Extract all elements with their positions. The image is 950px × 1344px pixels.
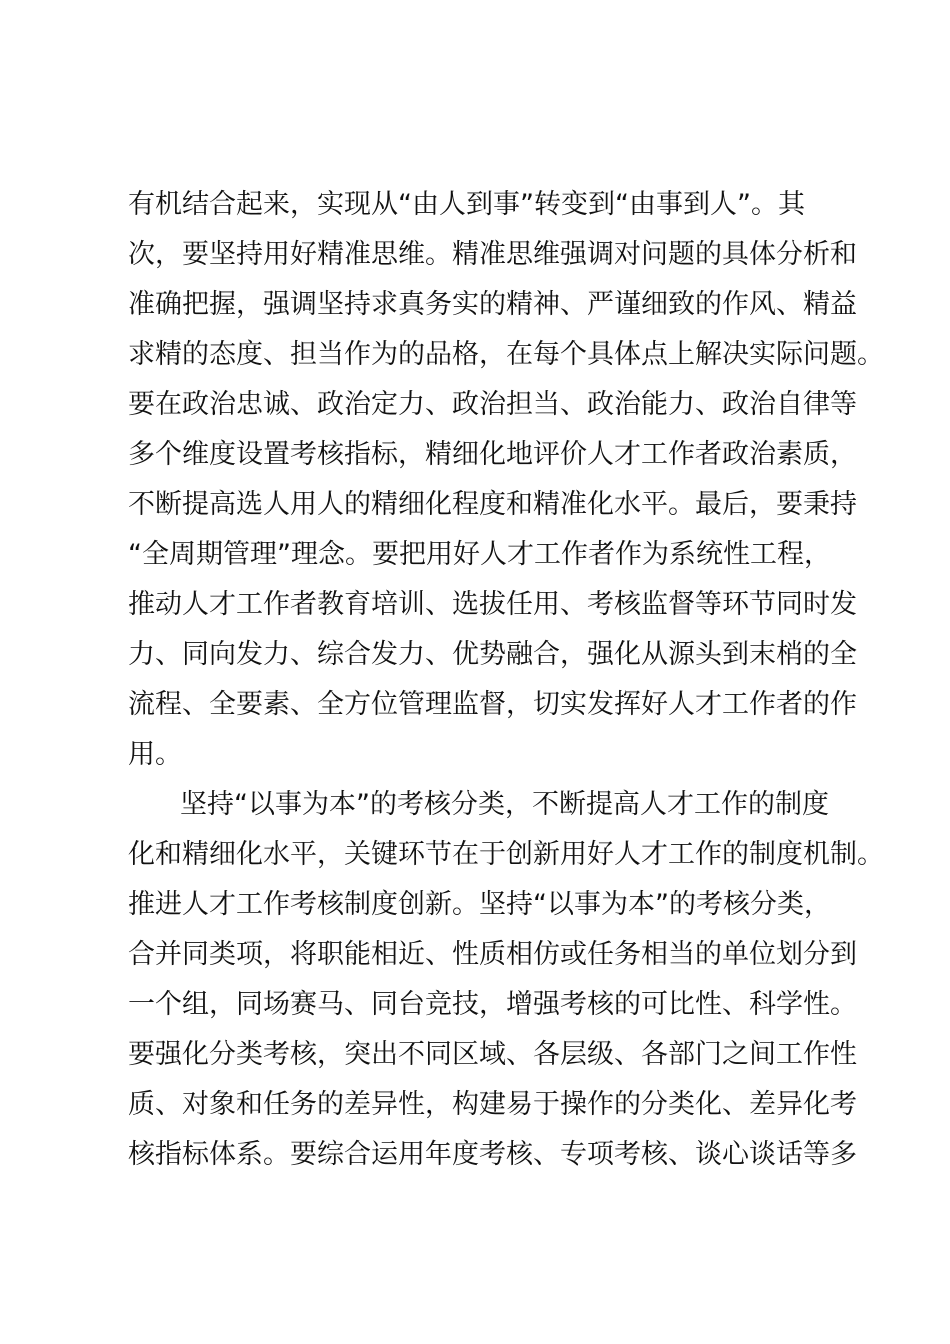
text-line: 质、对象和任务的差异性，构建易于操作的分类化、差异化考 [128, 1089, 857, 1120]
text-line: 要在政治忠诚、政治定力、政治担当、政治能力、政治自律等 [128, 389, 857, 420]
text-line: 一个组，同场赛马、同台竞技，增强考核的可比性、科学性。 [128, 989, 857, 1020]
text-line: 核指标体系。要综合运用年度考核、专项考核、谈心谈话等多 [128, 1139, 857, 1170]
text-line: 多个维度设置考核指标，精细化地评价人才工作者政治素质， [128, 439, 857, 470]
text-line: 推动人才工作者教育培训、选拔任用、考核监督等环节同时发 [128, 589, 857, 620]
paragraph-first-line: 坚持“以事为本”的考核分类，不断提高人才工作的制度 [180, 789, 829, 820]
text-line: 化和精细化水平，关键环节在于创新用好人才工作的制度机制。 [128, 839, 884, 870]
text-line: 合并同类项，将职能相近、性质相仿或任务相当的单位划分到 [128, 939, 857, 970]
text-line: 准确把握，强调坚持求真务实的精神、严谨细致的作风、精益 [128, 289, 857, 320]
text-line: 次，要坚持用好精准思维。精准思维强调对问题的具体分析和 [128, 239, 857, 270]
text-line: 力、同向发力、综合发力、优势融合，强化从源头到末梢的全 [128, 639, 857, 670]
text-line: 用。 [128, 739, 182, 770]
text-line: 要强化分类考核，突出不同区域、各层级、各部门之间工作性 [128, 1039, 857, 1070]
text-line: 流程、全要素、全方位管理监督，切实发挥好人才工作者的作 [128, 689, 857, 720]
text-line: 有机结合起来，实现从“由人到事”转变到“由事到人”。其 [128, 189, 805, 220]
text-line: 推进人才工作考核制度创新。坚持“以事为本”的考核分类， [128, 889, 831, 920]
text-line: 不断提高选人用人的精细化程度和精准化水平。最后，要秉持 [128, 489, 857, 520]
text-line: “全周期管理”理念。要把用好人才工作者作为系统性工程， [128, 539, 831, 570]
document-body [128, 180, 884, 1180]
text-line: 求精的态度、担当作为的品格，在每个具体点上解决实际问题。 [128, 339, 884, 370]
